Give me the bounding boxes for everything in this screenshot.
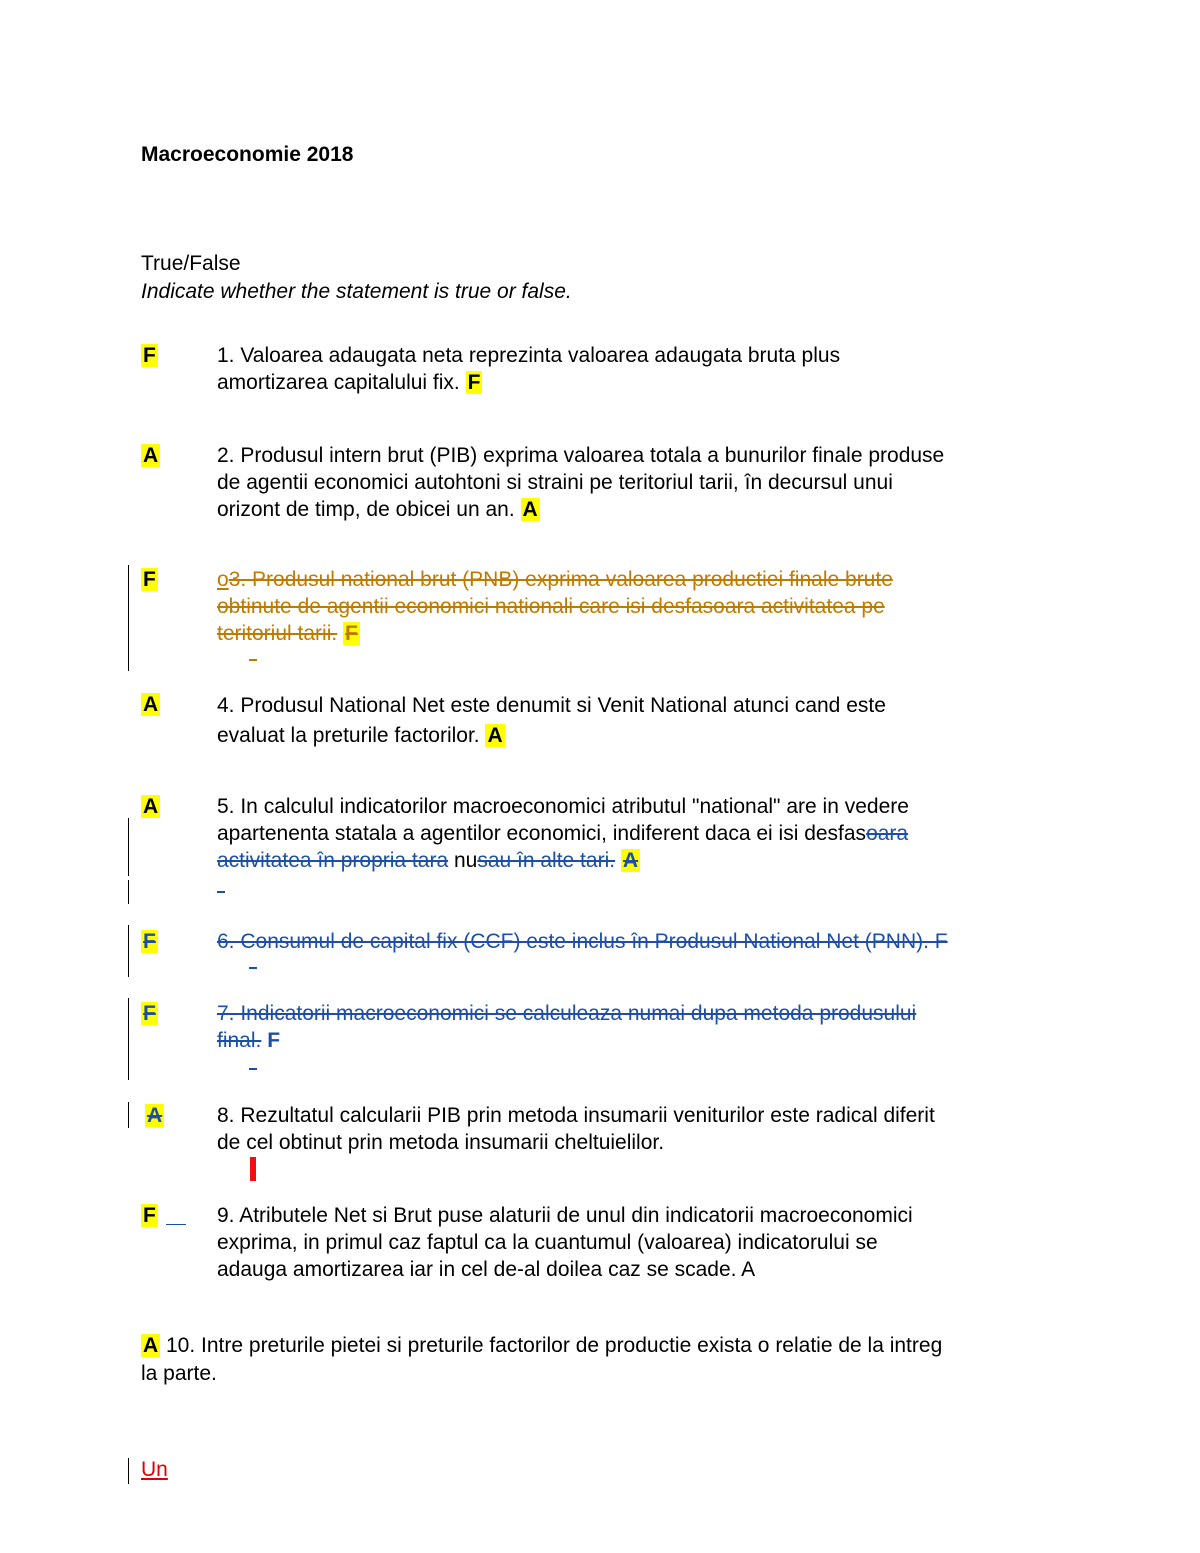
question-5-line-2: apartenenta statala a agentilor economici, indiferent daca ei isi desfasoara: [217, 822, 909, 845]
question-3-mark: F: [345, 622, 358, 645]
revision-mark: [217, 891, 225, 893]
question-7-mark: F: [267, 1029, 281, 1052]
question-8-line-1: 8. Rezultatul calcularii PIB prin metoda insumarii veniturilor este radical diferit: [217, 1104, 935, 1127]
question-6-line-1: 6. Consumul de capital fix (CCF) este inclus în Produsul National Net (PNN). F: [217, 930, 948, 953]
inserted-text: Un: [141, 1458, 168, 1481]
question-4-mark: A: [487, 724, 503, 747]
question-3-line-2: obtinute de agentii economici nationali care isi desfasoara activitatea pe: [217, 595, 885, 618]
question-10-line-2: la parte.: [141, 1362, 217, 1385]
question-1: [217, 342, 1047, 396]
revision-mark: [166, 1224, 186, 1225]
section-heading: True/False: [141, 252, 241, 275]
question-8: [217, 1102, 1047, 1156]
question-2-line-2: de agentii economici autohtoni si straini pe teritoriul tarii, în decursul unui: [217, 471, 893, 494]
question-4: [217, 691, 1047, 751]
answer-5: A: [143, 795, 159, 818]
question-6: [217, 928, 1047, 955]
question-8-line-2: de cel obtinut prin metoda insumarii cheltuielilor.: [217, 1131, 665, 1154]
answer-8: A: [147, 1104, 163, 1127]
change-bar: [128, 565, 129, 671]
question-5-mark: A: [622, 849, 639, 872]
question-5-line-3: activitatea în propria tara nusau în alte tari. A: [217, 849, 639, 872]
question-5-line-1: 5. In calculul indicatorilor macroeconomici atributul "national" are in vedere: [217, 795, 909, 818]
change-bar: [128, 818, 129, 876]
change-bar: [128, 1458, 129, 1484]
question-2-mark: A: [522, 498, 538, 521]
question-4-line-1: 4. Produsul National Net este denumit si Venit National atunci cand este: [217, 694, 886, 717]
answer-7: F: [143, 1002, 156, 1025]
question-10-line-1: A 10. Intre preturile pietei si preturile factorilor de productie exista o relatie de la intreg: [143, 1334, 943, 1357]
question-3-line-1: o3. Produsul national brut (PNB) exprima valoarea productiei finale brute: [217, 568, 893, 591]
answer-9: F: [143, 1204, 156, 1227]
question-3: [217, 566, 1047, 647]
question-2-line-1: 2. Produsul intern brut (PIB) exprima valoarea totala a bunurilor finale produse: [217, 444, 945, 467]
answer-6: F: [143, 930, 156, 953]
question-7-line-2: final. F: [217, 1029, 281, 1052]
question-9-line-2: exprima, in primul caz faptul ca la cuantumul (valoarea) indicatorului se: [217, 1231, 878, 1254]
question-2-line-3: orizont de timp, de obicei un an. A: [217, 498, 538, 521]
answer-10: A: [143, 1334, 159, 1357]
change-bar: [128, 998, 129, 1080]
question-7: [217, 1000, 1047, 1054]
change-bar: [128, 880, 129, 904]
answer-1: F: [143, 344, 156, 367]
question-3-line-3: teritoriul tarii. F: [217, 622, 358, 645]
question-9: [217, 1202, 1047, 1283]
question-2: [217, 442, 1047, 523]
red-marker: [250, 1157, 256, 1181]
answer-4: A: [143, 693, 159, 716]
question-1-line-2: amortizarea capitalului fix. F: [217, 371, 481, 394]
question-9-line-3: adauga amortizarea iar in cel de-al doilea caz se scade. A: [217, 1258, 756, 1281]
document-title: Macroeconomie 2018: [141, 143, 354, 166]
change-bar: [128, 1102, 129, 1128]
question-1-line-1: 1. Valoarea adaugata neta reprezinta valoarea adaugata bruta plus: [217, 344, 841, 367]
section-instruction: Indicate whether the statement is true or false.: [141, 280, 572, 303]
change-bar: [128, 925, 129, 977]
revision-mark: [249, 659, 257, 661]
revision-mark: [249, 1068, 257, 1070]
answer-2: A: [143, 444, 159, 467]
revision-mark: [249, 967, 257, 969]
answer-3: F: [143, 568, 156, 591]
question-9-line-1: 9. Atributele Net si Brut puse alaturii de unul din indicatorii macroeconomici: [217, 1204, 913, 1227]
question-1-mark: F: [467, 371, 481, 394]
question-5: [217, 793, 1047, 874]
question-4-line-2: evaluat la preturile factorilor. A: [217, 724, 503, 747]
question-7-line-1: 7. Indicatorii macroeconomici se calculeaza numai dupa metoda produsului: [217, 1002, 917, 1025]
